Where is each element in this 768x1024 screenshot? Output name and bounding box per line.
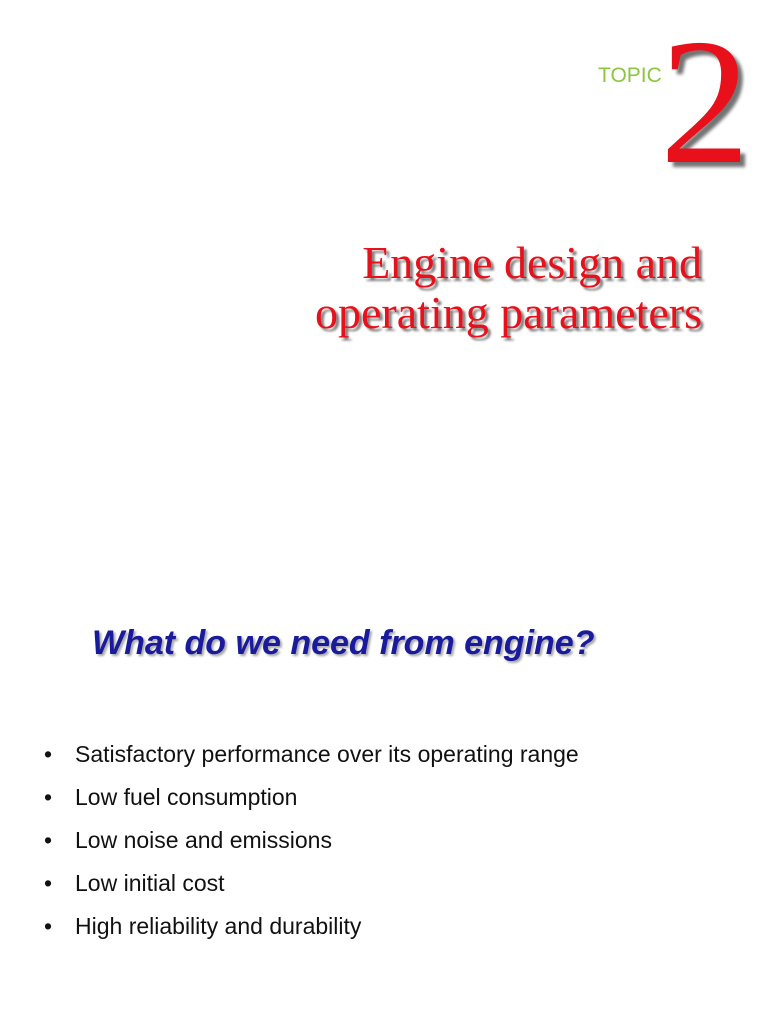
requirements-list bbox=[44, 736, 579, 951]
bullet-icon: • bbox=[44, 870, 53, 896]
topic-label: TOPIC bbox=[598, 64, 662, 87]
bullet-icon: • bbox=[44, 913, 53, 939]
topic-number: 2 bbox=[660, 2, 750, 201]
section-heading: What do we need from engine? bbox=[92, 624, 595, 662]
list-item bbox=[44, 736, 579, 779]
list-item-text: Satisfactory performance over its operating range bbox=[75, 741, 579, 767]
list-item bbox=[44, 822, 579, 865]
bullet-icon: • bbox=[44, 827, 53, 853]
bullet-icon: • bbox=[44, 784, 53, 810]
list-item-text: Low fuel consumption bbox=[75, 784, 298, 810]
list-item-text: Low noise and emissions bbox=[75, 827, 332, 853]
bullet-icon: • bbox=[44, 741, 53, 767]
slide-title-line-2: operating parameters bbox=[315, 287, 702, 338]
list-item-text: High reliability and durability bbox=[75, 913, 362, 939]
slide-title bbox=[82, 238, 702, 338]
list-item bbox=[44, 908, 579, 951]
list-item bbox=[44, 779, 579, 822]
slide-title-line-1: Engine design and bbox=[362, 237, 702, 288]
list-item-text: Low initial cost bbox=[75, 870, 225, 896]
list-item bbox=[44, 865, 579, 908]
